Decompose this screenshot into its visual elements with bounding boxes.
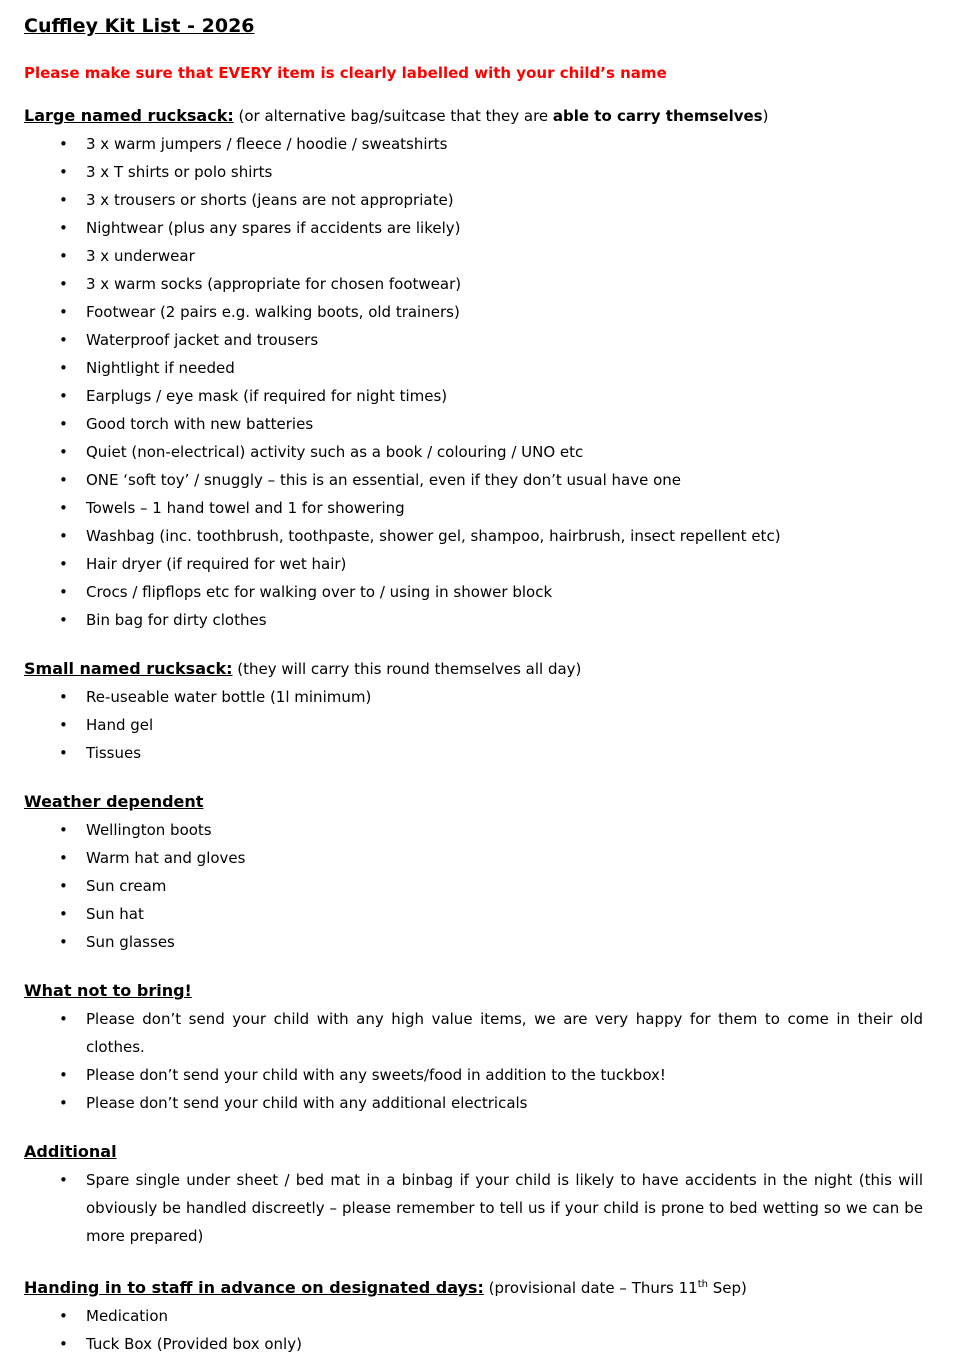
section-heading: Weather dependent — [24, 792, 204, 811]
section-heading-line — [24, 102, 923, 130]
section-heading-line — [24, 655, 923, 683]
list-item: • Bin bag for dirty clothes — [24, 606, 923, 634]
section — [24, 102, 923, 634]
section-heading-suffix: (or alternative bag/suitcase that they are — [233, 107, 553, 125]
section-heading-line — [24, 977, 923, 1005]
list-item: • ONE ‘soft toy’ / snuggly – this is an essential, even if they don’t usual have one — [24, 466, 923, 494]
list-item: • Good torch with new batteries — [24, 410, 923, 438]
section-heading-suffix: ) — [762, 107, 769, 125]
list-item: • Spare single under sheet / bed mat in a binbag if your child is likely to have accidents in the night (this will obviously be handled discreetly – please remember to tell us if your child is prone to bed wetting so we can be more prepared) — [24, 1166, 923, 1250]
list-item: • Nightlight if needed — [24, 354, 923, 382]
section-heading-line — [24, 1138, 923, 1166]
section-heading-line — [24, 788, 923, 816]
section — [24, 1138, 923, 1250]
section-heading-suffix: able to carry themselves — [552, 107, 763, 125]
section-heading-suffix: (provisional date – Thurs 11 — [483, 1279, 698, 1297]
list-item: • 3 x T shirts or polo shirts — [24, 158, 923, 186]
section-heading: Additional — [24, 1142, 117, 1161]
list-item: • Nightwear (plus any spares if accidents are likely) — [24, 214, 923, 242]
kit-list — [24, 1005, 923, 1117]
section — [24, 655, 923, 767]
list-item: • Towels – 1 hand towel and 1 for showering — [24, 494, 923, 522]
section-heading-line — [24, 1271, 923, 1302]
kit-list-sections — [24, 102, 923, 1358]
list-item: • Sun hat — [24, 900, 923, 928]
list-item: • Tissues — [24, 739, 923, 767]
list-item: • Washbag (inc. toothbrush, toothpaste, shower gel, shampoo, hairbrush, insect repellent etc) — [24, 522, 923, 550]
section — [24, 1271, 923, 1358]
list-item: • Hair dryer (if required for wet hair) — [24, 550, 923, 578]
list-item: • Sun glasses — [24, 928, 923, 956]
section-heading: Small named rucksack: — [24, 659, 233, 678]
section-heading-suffix: th — [697, 1279, 708, 1290]
list-item: • Re-useable water bottle (1l minimum) — [24, 683, 923, 711]
section-heading-suffix: (they will carry this round themselves all day) — [232, 660, 582, 678]
kit-list — [24, 683, 923, 767]
list-item: • 3 x warm socks (appropriate for chosen footwear) — [24, 270, 923, 298]
section — [24, 788, 923, 956]
list-item: • 3 x warm jumpers / fleece / hoodie / sweatshirts — [24, 130, 923, 158]
list-item: • Wellington boots — [24, 816, 923, 844]
section-heading: What not to bring! — [24, 981, 192, 1000]
page-title: Cuffley Kit List - 2026 — [24, 15, 255, 37]
labelling-notice: Please make sure that EVERY item is clearly labelled with your child’s name — [24, 64, 667, 82]
list-item: • Earplugs / eye mask (if required for night times) — [24, 382, 923, 410]
kit-list — [24, 1166, 923, 1250]
list-item: • Waterproof jacket and trousers — [24, 326, 923, 354]
list-item: • Crocs / flipflops etc for walking over to / using in shower block — [24, 578, 923, 606]
section-heading-suffix: Sep) — [707, 1279, 747, 1297]
list-item: • Tuck Box (Provided box only) — [24, 1330, 923, 1358]
list-item: • Quiet (non-electrical) activity such as a book / colouring / UNO etc — [24, 438, 923, 466]
kit-list — [24, 1302, 923, 1358]
list-item: • Medication — [24, 1302, 923, 1330]
list-item: • Hand gel — [24, 711, 923, 739]
list-item: • Please don’t send your child with any additional electricals — [24, 1089, 923, 1117]
kit-list — [24, 130, 923, 634]
section-heading: Handing in to staff in advance on designated days: — [24, 1278, 484, 1297]
list-item: • 3 x underwear — [24, 242, 923, 270]
list-item: • Warm hat and gloves — [24, 844, 923, 872]
list-item: • Please don’t send your child with any sweets/food in addition to the tuckbox! — [24, 1061, 923, 1089]
list-item: • Please don’t send your child with any high value items, we are very happy for them to come in their old clothes. — [24, 1005, 923, 1061]
list-item: • 3 x trousers or shorts (jeans are not appropriate) — [24, 186, 923, 214]
kit-list — [24, 816, 923, 956]
list-item: • Footwear (2 pairs e.g. walking boots, old trainers) — [24, 298, 923, 326]
list-item: • Sun cream — [24, 872, 923, 900]
section-heading: Large named rucksack: — [24, 106, 234, 125]
section — [24, 977, 923, 1117]
